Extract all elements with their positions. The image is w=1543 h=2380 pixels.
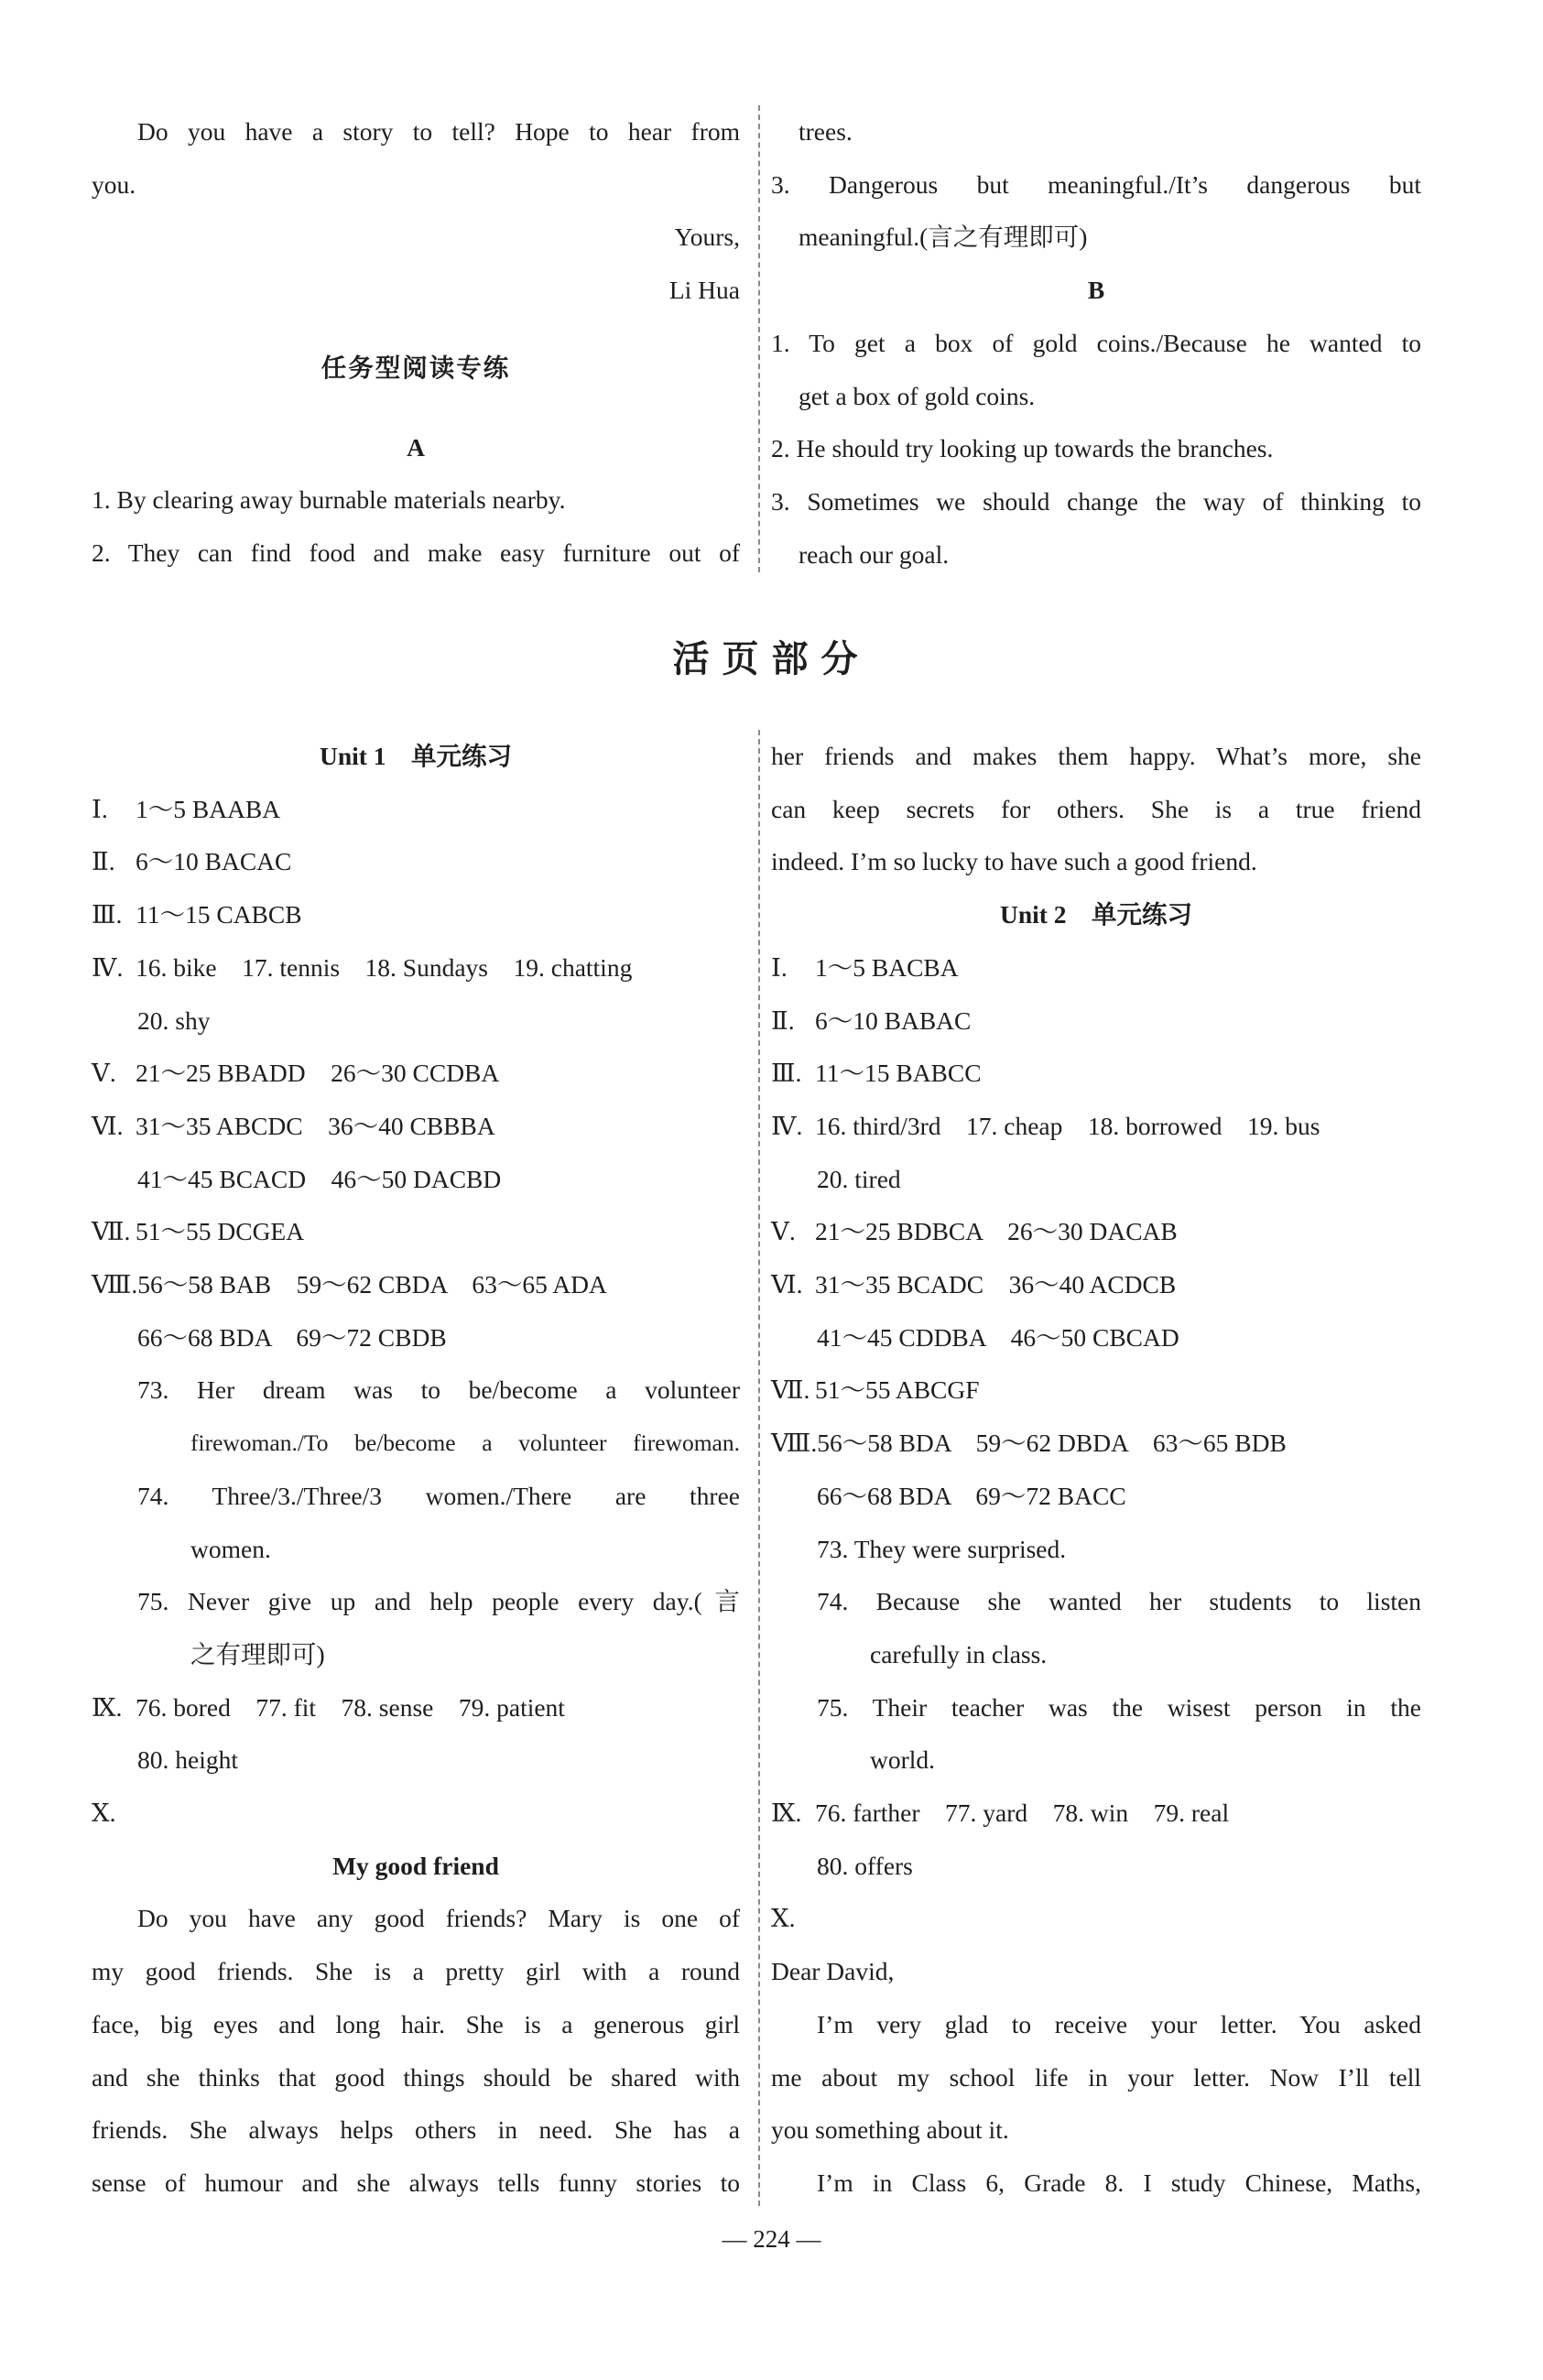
essay-line-2: my good friends. She is a pretty girl with a round [92, 1957, 740, 1986]
unit1-q73-line2: firewoman./To be/become a volunteer firewoman. [190, 1429, 740, 1457]
essay-cont-line-2: can keep secrets for others. She is a true friend [771, 794, 1421, 823]
roman-5: Ⅴ. [92, 1059, 116, 1088]
unit1-row-5-text: 21～25 BBADD 26～30 CCDBA [136, 1059, 500, 1088]
essay-cont-line-1: her friends and makes them happy. What’s more, she [771, 742, 1421, 770]
unit2-row-6b: 41～45 CDDBA 46～50 CBCAD [817, 1322, 1179, 1352]
answer-b1-line2: get a box of gold coins. [799, 381, 1036, 410]
unit1-row-9b: 80. height [137, 1745, 238, 1775]
answer-b3-line1: 3. Sometimes we should change the way of thinking to [771, 486, 1421, 516]
unit1-q74-line2: women. [190, 1534, 271, 1563]
unit2-row-8b: 66～68 BDA 69～72 BACC [817, 1481, 1126, 1510]
unit1-q75-line1: 75. Never give up and help people every day.(言 [137, 1587, 740, 1616]
unit2-title: Unit 2 单元练习 [999, 900, 1193, 929]
unit2-row-7-text: 51～55 ABCGF [815, 1375, 980, 1405]
unit2-row-10 [771, 1892, 1421, 1945]
section-label-a: A [407, 432, 425, 462]
unit1-row-6b: 41～45 BCACD 46～50 DACBD [137, 1164, 502, 1193]
unit1-q75-line2: 之有理即可) [190, 1639, 325, 1668]
letter-line-1: I’m very glad to receive your letter. You asked [817, 2009, 1421, 2038]
unit2-row-2 [771, 994, 1421, 1048]
unit2-row-6 [771, 1258, 1421, 1311]
unit1-row-4b: 20. shy [137, 1005, 211, 1035]
section-title-task-reading: 任务型阅读专练 [321, 353, 511, 383]
unit1-row-8b: 66～68 BDA 69～72 CBDB [137, 1322, 447, 1352]
unit1-row-6-text: 31～35 ABCDC 36～40 CBBBA [136, 1111, 495, 1140]
unit2-column [771, 730, 1421, 2210]
unit1-row-9-text: 76. bored 77. fit 78. sense 79. patient [136, 1692, 565, 1722]
unit2-row-5-text: 21～25 BDBCA 26～30 DACAB [815, 1217, 1178, 1246]
answer-b2: 2. He should try looking up towards the branches. [771, 434, 1274, 463]
unit2-row-1 [771, 941, 1421, 994]
essay-line-6: sense of humour and she always tells funny stories to [92, 2168, 740, 2197]
unit2-row-9-text: 76. farther 77. yard 78. win 79. real [815, 1799, 1230, 1828]
essay-title: My good friend [332, 1851, 499, 1880]
unit2-row-4-text: 16. third/3rd 17. cheap 18. borrowed 19. bus [815, 1111, 1320, 1140]
unit1-row-4 [92, 941, 740, 994]
unit1-row-8-text: 56～58 BAB 59～62 CBDA 63～65 ADA [137, 1270, 607, 1299]
unit2-q75-line2: world. [870, 1745, 936, 1775]
unit2-row-4b: 20. tired [817, 1164, 901, 1193]
unit2-row-4 [771, 1100, 1421, 1153]
essay-line-3: face, big eyes and long hair. She is a generous girl [92, 2009, 740, 2038]
main-title: 活页部分 [672, 638, 871, 680]
answer-b1-line1: 1. To get a box of gold coins./Because he wanted to [771, 328, 1421, 357]
unit1-row-4-text: 16. bike 17. tennis 18. Sundays 19. chatting [136, 952, 633, 982]
unit1-row-1 [92, 783, 740, 836]
unit2-row-7 [771, 1364, 1421, 1417]
unit1-row-9 [92, 1681, 740, 1734]
letter-line-3: you something about it. [771, 2115, 1009, 2145]
unit1-row-2-text: 6～10 BACAC [136, 847, 292, 876]
unit2-row-5 [771, 1205, 1421, 1258]
roman-8: Ⅷ. [92, 1270, 138, 1299]
page-number: — 224 — [722, 2225, 821, 2253]
top-column-divider [758, 105, 760, 572]
unit1-row-8 [92, 1258, 740, 1311]
roman-3: Ⅲ. [771, 1059, 802, 1088]
roman-7: Ⅶ. [92, 1217, 131, 1246]
unit2-q74-line1: 74. Because she wanted her students to listen [817, 1587, 1421, 1616]
letter-line-2: me about my school life in your letter. Now I’ll tell [771, 2062, 1421, 2092]
answer-b3-line2: reach our goal. [799, 539, 950, 569]
bottom-column-divider [758, 730, 760, 2206]
roman-10: Ⅹ. [92, 1799, 116, 1828]
unit2-row-3-text: 11～15 BABCC [815, 1059, 982, 1088]
letter-salutation: Dear David, [771, 1957, 895, 1986]
story-line-1: Do you have a story to tell? Hope to hear from [137, 117, 740, 146]
roman-1: Ⅰ. [771, 952, 788, 982]
roman-1: Ⅰ. [92, 794, 108, 823]
roman-9: Ⅸ. [92, 1692, 123, 1722]
roman-5: Ⅴ. [771, 1217, 796, 1246]
unit1-row-10 [92, 1787, 740, 1840]
section-label-b: B [1087, 276, 1105, 305]
answer-a3-line1: 3. Dangerous but meaningful./It’s dangerous but [771, 169, 1421, 199]
essay-line-5: friends. She always helps others in need. She has a [92, 2115, 740, 2145]
unit1-column [92, 730, 740, 2210]
unit1-row-1-text: 1～5 BAABA [136, 794, 281, 823]
roman-6: Ⅵ. [92, 1111, 124, 1140]
unit2-row-8 [771, 1417, 1421, 1470]
roman-2: Ⅱ. [92, 847, 115, 876]
answer-a3-line2: meaningful.(言之有理即可) [799, 223, 1088, 252]
unit2-row-9 [771, 1787, 1421, 1840]
unit1-row-3 [92, 888, 740, 941]
letter-line-4: I’m in Class 6, Grade 8. I study Chinese, Maths, [817, 2168, 1421, 2197]
letter-signature: Li Hua [668, 276, 740, 305]
essay-line-4: and she thinks that good things should be shared with [92, 2062, 740, 2092]
unit1-title: Unit 1 单元练习 [319, 742, 513, 770]
unit2-q75-line1: 75. Their teacher was the wisest person in the [817, 1692, 1421, 1722]
unit2-row-8-text: 56～58 BDA 59～62 DBDA 63～65 BDB [817, 1429, 1287, 1458]
essay-cont-line-3: indeed. I’m so lucky to have such a good friend. [771, 847, 1257, 876]
top-right-column [771, 105, 1421, 581]
unit1-row-2 [92, 835, 740, 888]
unit1-q73-line1: 73. Her dream was to be/become a volunteer [137, 1375, 740, 1405]
story-line-2: you. [92, 169, 136, 199]
roman-2: Ⅱ. [771, 1005, 795, 1035]
unit2-row-2-text: 6～10 BABAC [815, 1005, 972, 1035]
answer-a1: 1. By clearing away burnable materials nearby. [92, 485, 566, 515]
roman-10: Ⅹ. [771, 1904, 796, 1933]
unit2-q73: 73. They were surprised. [817, 1534, 1067, 1563]
roman-9: Ⅸ. [771, 1799, 802, 1828]
unit2-q74-line2: carefully in class. [870, 1639, 1048, 1668]
roman-8: Ⅷ. [771, 1429, 818, 1458]
unit1-row-7-text: 51～55 DCGEA [136, 1217, 305, 1246]
essay-line-1: Do you have any good friends? Mary is one of [137, 1904, 740, 1933]
unit2-row-9b: 80. offers [817, 1851, 913, 1880]
answer-a2: 2. They can find food and make easy furniture out of [92, 538, 740, 567]
roman-6: Ⅵ. [771, 1270, 803, 1299]
unit1-row-6 [92, 1100, 740, 1153]
letter-closing: Yours, [674, 223, 740, 252]
roman-7: Ⅶ. [771, 1375, 810, 1405]
roman-3: Ⅲ. [92, 900, 123, 929]
roman-4: Ⅳ. [92, 952, 124, 982]
top-left-column [92, 105, 740, 580]
roman-4: Ⅳ. [771, 1111, 803, 1140]
unit1-row-3-text: 11～15 CABCB [136, 900, 302, 929]
unit2-row-6-text: 31～35 BCADC 36～40 ACDCB [815, 1270, 1177, 1299]
unit2-row-1-text: 1～5 BACBA [815, 952, 959, 982]
unit1-row-5 [92, 1047, 740, 1100]
unit2-row-3 [771, 1047, 1421, 1100]
unit1-q74-line1: 74. Three/3./Three/3 women./There are three [137, 1481, 740, 1510]
answer-a2-cont: trees. [799, 117, 853, 146]
unit1-row-7 [92, 1205, 740, 1258]
